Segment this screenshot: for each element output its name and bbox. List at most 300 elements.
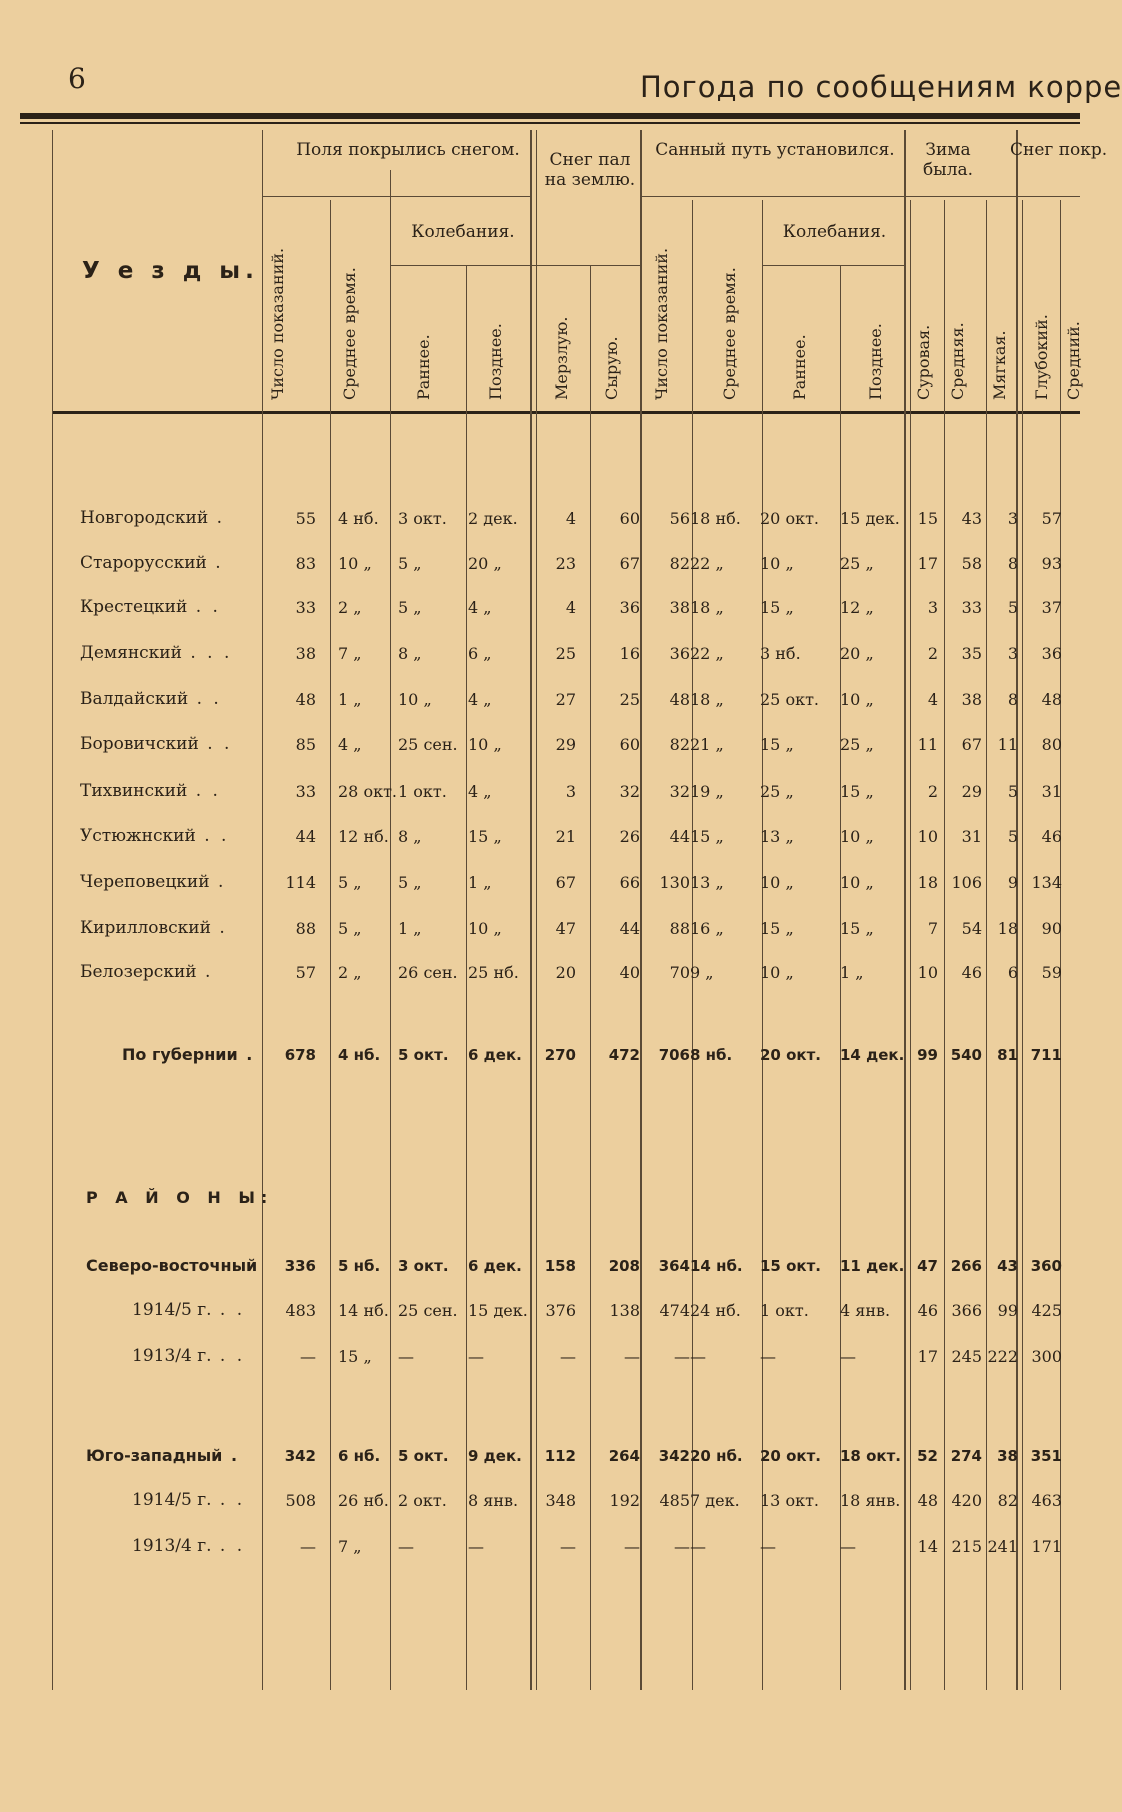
row-label <box>80 872 226 892</box>
table-cell: 15 „ <box>760 598 794 617</box>
row-name: 1913/4 г. <box>132 1536 212 1556</box>
table-cell: 80 <box>1041 735 1062 754</box>
table-cell: 57 <box>295 963 316 982</box>
table-cell: 3 <box>927 598 938 617</box>
table-cell: 11 дек. <box>840 1257 905 1275</box>
table-cell: 16 <box>619 644 640 663</box>
section-title-regions: Р А Й О Н Ы: <box>86 1188 274 1207</box>
header-group-winter: Зима была. <box>922 140 974 180</box>
table-cell: 15 <box>917 509 938 528</box>
table-cell: 463 <box>1031 1491 1062 1510</box>
table-cell: 5 <box>1007 782 1018 801</box>
table-cell: 20 „ <box>468 554 502 573</box>
header-group-sled-road: Санный путь установился. <box>655 140 895 160</box>
table-cell: 348 <box>545 1491 576 1510</box>
table-cell: 2 „ <box>338 963 362 982</box>
table-cell: 38 <box>961 690 982 709</box>
row-name: Демянский <box>80 643 182 663</box>
table-cell: 425 <box>1031 1301 1062 1320</box>
table-cell: 5 „ <box>338 919 362 938</box>
table-cell: 18 <box>997 919 1018 938</box>
table-cell: 66 <box>619 873 640 892</box>
table-cell: 300 <box>1031 1347 1062 1366</box>
table-cell: 9 дек. <box>468 1447 522 1465</box>
table-cell: 14 дек. <box>840 1046 905 1064</box>
table-cell: 134 <box>1031 873 1062 892</box>
header-col-late-2: Позднее. <box>866 323 885 400</box>
row-name: Новгородский <box>80 508 209 528</box>
table-cell: 15 „ <box>760 919 794 938</box>
row-label <box>80 508 225 528</box>
table-cell: 37 <box>1041 598 1062 617</box>
header-fluctuations-1: Колебания. <box>411 222 515 242</box>
row-label <box>80 962 213 982</box>
row-leader-dots: . . <box>211 1300 246 1320</box>
table-cell: 18 „ <box>690 690 724 709</box>
table-cell: 20 <box>555 963 576 982</box>
header-fluctuations-2: Колебания. <box>782 222 887 242</box>
table-cell: 106 <box>951 873 982 892</box>
grid-vline <box>390 170 391 1690</box>
table-cell: 10 „ <box>468 919 502 938</box>
table-cell: 47 <box>917 1257 938 1275</box>
table-cell: — <box>398 1537 414 1556</box>
row-name: Юго-западный <box>86 1446 223 1465</box>
table-cell: 6 „ <box>468 644 492 663</box>
table-cell: 20 окт. <box>760 509 820 528</box>
table-cell: 8 янв. <box>468 1491 519 1510</box>
row-label <box>80 689 222 709</box>
table-cell: 138 <box>609 1301 640 1320</box>
table-cell: 540 <box>950 1046 982 1064</box>
row-name: 1914/5 г. <box>132 1490 212 1510</box>
table-cell: 20 окт. <box>760 1046 821 1064</box>
table-cell: 12 „ <box>840 598 874 617</box>
table-cell: 26 <box>619 827 640 846</box>
grid-vline <box>986 200 987 1690</box>
table-cell: 10 „ <box>398 690 432 709</box>
row-leader-dots: . <box>196 962 214 982</box>
table-cell: — <box>300 1537 316 1556</box>
table-cell: 1 окт. <box>398 782 447 801</box>
table-cell: 3 окт. <box>398 1257 449 1275</box>
table-cell: 364 <box>658 1257 690 1275</box>
table-cell: 114 <box>285 873 316 892</box>
header-group-snow-cover: Снег покр. <box>1010 140 1108 160</box>
table-cell: 3 <box>1007 644 1018 663</box>
table-cell: 99 <box>997 1301 1018 1320</box>
row-label <box>80 643 232 663</box>
table-cell: 6 <box>1007 963 1018 982</box>
row-name: Череповецкий <box>80 872 210 892</box>
header-group-fields-snow: Поля покрылись снегом. <box>296 140 520 160</box>
table-cell: 5 „ <box>398 554 422 573</box>
header-col-early-2: Раннее. <box>790 334 809 400</box>
header-bottom-rule <box>52 411 1080 414</box>
table-cell: — <box>840 1537 856 1556</box>
grid-vline <box>52 130 53 1690</box>
table-cell: 25 нб. <box>468 963 519 982</box>
page-number: 6 <box>68 62 86 95</box>
table-cell: 4 „ <box>468 690 492 709</box>
row-leader-dots: . . <box>198 734 233 754</box>
row-label <box>132 1346 245 1366</box>
table-cell: 342 <box>658 1447 690 1465</box>
table-cell: 5 „ <box>398 598 422 617</box>
grid-vline <box>944 200 945 1690</box>
table-cell: 112 <box>544 1447 576 1465</box>
table-cell: 14 нб. <box>690 1257 743 1275</box>
table-cell: 88 <box>669 919 690 938</box>
table-cell: 29 <box>555 735 576 754</box>
table-cell: 54 <box>961 919 982 938</box>
table-cell: 10 „ <box>760 554 794 573</box>
table-cell: 26 нб. <box>338 1491 389 1510</box>
table-cell: — <box>760 1347 776 1366</box>
row-leader-dots: . <box>222 1446 241 1465</box>
table-cell: 31 <box>961 827 982 846</box>
row-label <box>80 781 221 801</box>
table-cell: 7 „ <box>338 1537 362 1556</box>
grid-vline <box>466 265 467 1690</box>
table-cell: 2 окт. <box>398 1491 447 1510</box>
row-leader-dots: . <box>210 918 228 938</box>
table-cell: 82 <box>669 735 690 754</box>
table-cell: 171 <box>1031 1537 1062 1556</box>
table-cell: 67 <box>961 735 982 754</box>
table-cell: 60 <box>619 509 640 528</box>
table-cell: 67 <box>555 873 576 892</box>
table-cell: 93 <box>1041 554 1062 573</box>
header-group-snow-fell: Снег пал на землю. <box>544 150 636 190</box>
grid-hline <box>1016 196 1080 197</box>
row-leader-dots: . . <box>187 781 221 801</box>
table-cell: 192 <box>609 1491 640 1510</box>
table-cell: 10 „ <box>468 735 502 754</box>
table-cell: 18 „ <box>690 598 724 617</box>
grid-vline <box>330 200 331 1690</box>
table-cell: 10 „ <box>338 554 372 573</box>
table-cell: 10 <box>917 827 938 846</box>
table-cell: 70 <box>669 963 690 982</box>
table-cell: 6 дек. <box>468 1257 522 1275</box>
row-name: 1913/4 г. <box>132 1346 212 1366</box>
table-cell: — <box>674 1347 690 1366</box>
table-cell: 25 <box>555 644 576 663</box>
row-name: Боровичский <box>80 734 199 754</box>
table-cell: 678 <box>284 1046 316 1064</box>
row-label <box>132 1536 245 1556</box>
row-label-header: У е з д ы. <box>82 258 259 284</box>
row-name: Крестецкий <box>80 597 188 617</box>
table-cell: 5 <box>1007 598 1018 617</box>
grid-vline <box>262 130 263 1690</box>
header-col-late-1: Позднее. <box>486 323 505 400</box>
table-cell: 67 <box>619 554 640 573</box>
table-cell: 711 <box>1030 1046 1062 1064</box>
grid-vline <box>530 130 532 1690</box>
table-cell: 47 <box>555 919 576 938</box>
table-cell: 48 <box>295 690 316 709</box>
table-cell: 9 „ <box>690 963 714 982</box>
table-cell: 33 <box>295 598 316 617</box>
table-cell: 5 нб. <box>338 1257 381 1275</box>
table-cell: 25 „ <box>760 782 794 801</box>
row-leader-dots: . <box>209 872 227 892</box>
table-cell: 18 <box>917 873 938 892</box>
table-cell: 83 <box>295 554 316 573</box>
grid-vline <box>536 130 537 1690</box>
table-cell: 25 окт. <box>760 690 820 709</box>
header-col-deep: Глубокий. <box>1032 314 1051 400</box>
header-col-wet: Сырую. <box>602 336 621 400</box>
table-cell: 13 „ <box>690 873 724 892</box>
table-cell: — <box>560 1347 576 1366</box>
table-cell: 24 нб. <box>690 1301 741 1320</box>
table-cell: 420 <box>951 1491 982 1510</box>
top-rule <box>20 113 1080 119</box>
table-cell: 59 <box>1041 963 1062 982</box>
grid-vline <box>640 130 642 1690</box>
table-cell: 20 окт. <box>760 1447 821 1465</box>
table-cell: 15 „ <box>840 919 874 938</box>
table-cell: 1 окт. <box>760 1301 809 1320</box>
table-cell: 40 <box>619 963 640 982</box>
table-cell: 52 <box>917 1447 938 1465</box>
table-cell: 56 <box>669 509 690 528</box>
table-cell: — <box>560 1537 576 1556</box>
table-cell: 17 <box>917 1347 938 1366</box>
table-cell: — <box>690 1537 706 1556</box>
table-cell: 11 <box>917 735 938 754</box>
row-label <box>80 734 232 754</box>
table-cell: 3 нб. <box>760 644 801 663</box>
grid-vline <box>590 265 591 1690</box>
table-cell: 46 <box>917 1301 938 1320</box>
table-cell: 376 <box>545 1301 576 1320</box>
grid-hline <box>390 265 540 266</box>
table-cell: 26 сен. <box>398 963 458 982</box>
row-label <box>86 1256 257 1275</box>
table-cell: 4 янв. <box>840 1301 891 1320</box>
header-col-avg-2: Среднее время. <box>720 267 739 400</box>
table-cell: 10 <box>917 963 938 982</box>
table-cell: 22 „ <box>690 644 724 663</box>
table-cell: 48 <box>1041 690 1062 709</box>
row-leader-dots: . <box>206 553 224 573</box>
table-cell: 15 дек. <box>468 1301 528 1320</box>
grid-vline <box>1022 200 1023 1690</box>
row-leader-dots: . <box>237 1045 256 1064</box>
row-leader-dots: . <box>208 508 225 528</box>
table-cell: 55 <box>295 509 316 528</box>
table-cell: 90 <box>1041 919 1062 938</box>
table-cell: 36 <box>669 644 690 663</box>
table-cell: — <box>674 1537 690 1556</box>
table-cell: 472 <box>608 1046 640 1064</box>
table-cell: 13 „ <box>760 827 794 846</box>
grid-vline <box>1060 200 1061 1690</box>
table-cell: 38 <box>295 644 316 663</box>
table-cell: 44 <box>295 827 316 846</box>
table-cell: 274 <box>950 1447 982 1465</box>
table-cell: 15 „ <box>338 1347 372 1366</box>
header-col-count-2: Число показаний. <box>652 247 671 400</box>
table-cell: 351 <box>1030 1447 1062 1465</box>
table-cell: — <box>840 1347 856 1366</box>
table-cell: 23 <box>555 554 576 573</box>
table-cell: 4 „ <box>468 598 492 617</box>
table-cell: 16 „ <box>690 919 724 938</box>
row-name: Тихвинский <box>80 781 188 801</box>
table-cell: 28 окт. <box>338 782 398 801</box>
table-cell: 485 <box>659 1491 690 1510</box>
table-cell: 2 дек. <box>468 509 518 528</box>
table-cell: 81 <box>997 1046 1018 1064</box>
table-cell: 8 „ <box>398 644 422 663</box>
table-cell: 508 <box>285 1491 316 1510</box>
table-cell: 48 <box>917 1491 938 1510</box>
table-cell: 38 <box>669 598 690 617</box>
table-cell: 336 <box>284 1257 316 1275</box>
table-cell: 8 <box>1007 690 1018 709</box>
table-cell: 7 „ <box>338 644 362 663</box>
table-cell: 15 окт. <box>760 1257 821 1275</box>
table-cell: — <box>398 1347 414 1366</box>
row-name: Валдайский <box>80 689 189 709</box>
table-cell: 483 <box>285 1301 316 1320</box>
table-cell: 264 <box>608 1447 640 1465</box>
header-col-medium: Средняя. <box>948 322 967 400</box>
table-cell: 22 „ <box>690 554 724 573</box>
table-cell: 29 <box>961 782 982 801</box>
table-cell: 15 дек. <box>840 509 900 528</box>
row-leader-dots: . . . <box>181 643 233 663</box>
table-cell: 4 нб. <box>338 1046 381 1064</box>
table-cell: 27 <box>555 690 576 709</box>
table-cell: 10 „ <box>840 873 874 892</box>
table-cell: — <box>690 1347 706 1366</box>
table-cell: 2 <box>927 644 938 663</box>
table-cell: 7 дек. <box>690 1491 740 1510</box>
table-cell: — <box>468 1537 484 1556</box>
table-cell: 46 <box>1041 827 1062 846</box>
table-cell: 706 <box>658 1046 690 1064</box>
grid-vline <box>762 200 763 1690</box>
table-cell: 1 „ <box>840 963 864 982</box>
table-cell: — <box>760 1537 776 1556</box>
row-label <box>80 826 229 846</box>
table-cell: 5 окт. <box>398 1046 449 1064</box>
grid-hline <box>536 265 640 266</box>
table-cell: 4 <box>565 509 576 528</box>
table-cell: 58 <box>961 554 982 573</box>
table-cell: 8 нб. <box>690 1046 733 1064</box>
grid-vline <box>904 130 906 1690</box>
table-cell: 3 <box>1007 509 1018 528</box>
row-label <box>132 1490 245 1510</box>
table-cell: 241 <box>987 1537 1018 1556</box>
table-cell: 25 сен. <box>398 735 458 754</box>
table-cell: 15 „ <box>690 827 724 846</box>
table-cell: 10 „ <box>840 690 874 709</box>
table-cell: 4 „ <box>468 782 492 801</box>
table-cell: 99 <box>917 1046 938 1064</box>
table-cell: 5 окт. <box>398 1447 449 1465</box>
table-cell: 44 <box>619 919 640 938</box>
grid-hline <box>640 196 904 197</box>
table-cell: 44 <box>669 827 690 846</box>
row-label <box>132 1300 245 1320</box>
table-cell: 360 <box>1030 1257 1062 1275</box>
row-name: Старорусский <box>80 553 207 573</box>
table-cell: 25 <box>619 690 640 709</box>
table-cell: 3 окт. <box>398 509 447 528</box>
row-leader-dots: . . <box>195 826 230 846</box>
table-cell: 208 <box>608 1257 640 1275</box>
table-cell: 245 <box>951 1347 982 1366</box>
table-cell: 60 <box>619 735 640 754</box>
header-col-count-1: Число показаний. <box>268 247 287 400</box>
table-cell: 7 <box>927 919 938 938</box>
table-cell: 4 <box>565 598 576 617</box>
header-col-frozen: Мерзлую. <box>552 316 571 400</box>
table-cell: 5 „ <box>338 873 362 892</box>
table-cell: 15 „ <box>760 735 794 754</box>
grid-hline <box>262 196 530 197</box>
row-leader-dots: . . <box>188 689 222 709</box>
grid-vline <box>910 200 911 1690</box>
table-cell: 270 <box>544 1046 576 1064</box>
table-cell: 32 <box>619 782 640 801</box>
table-cell: 33 <box>961 598 982 617</box>
table-cell: 10 „ <box>840 827 874 846</box>
table-cell: 215 <box>951 1537 982 1556</box>
table-cell: 4 нб. <box>338 509 379 528</box>
table-cell: 18 нб. <box>690 509 741 528</box>
header-col-early-1: Раннее. <box>414 334 433 400</box>
table-cell: 5 „ <box>398 873 422 892</box>
row-name: Кирилловский <box>80 918 211 938</box>
table-cell: 35 <box>961 644 982 663</box>
table-cell: 31 <box>1041 782 1062 801</box>
table-cell: 1 „ <box>468 873 492 892</box>
row-label <box>86 1446 240 1465</box>
table-cell: 158 <box>544 1257 576 1275</box>
table-cell: 130 <box>659 873 690 892</box>
table-cell: 4 „ <box>338 735 362 754</box>
running-title: Погода по сообщениям корре <box>640 70 1122 104</box>
row-leader-dots: . . <box>211 1490 246 1510</box>
table-cell: 25 „ <box>840 554 874 573</box>
table-cell: 2 <box>927 782 938 801</box>
table-cell: 43 <box>961 509 982 528</box>
table-cell: 20 „ <box>840 644 874 663</box>
table-cell: 21 <box>555 827 576 846</box>
row-leader-dots: . . <box>211 1346 246 1366</box>
table-cell: 2 „ <box>338 598 362 617</box>
table-cell: 46 <box>961 963 982 982</box>
table-cell: 25 сен. <box>398 1301 458 1320</box>
header-col-medium2: Средний. <box>1064 321 1083 400</box>
table-cell: 1 „ <box>338 690 362 709</box>
table-cell: 20 нб. <box>690 1447 743 1465</box>
table-cell: 366 <box>951 1301 982 1320</box>
table-cell: 10 „ <box>760 963 794 982</box>
row-name: Северо-восточный <box>86 1256 258 1275</box>
table-cell: 13 окт. <box>760 1491 820 1510</box>
row-label <box>80 918 228 938</box>
